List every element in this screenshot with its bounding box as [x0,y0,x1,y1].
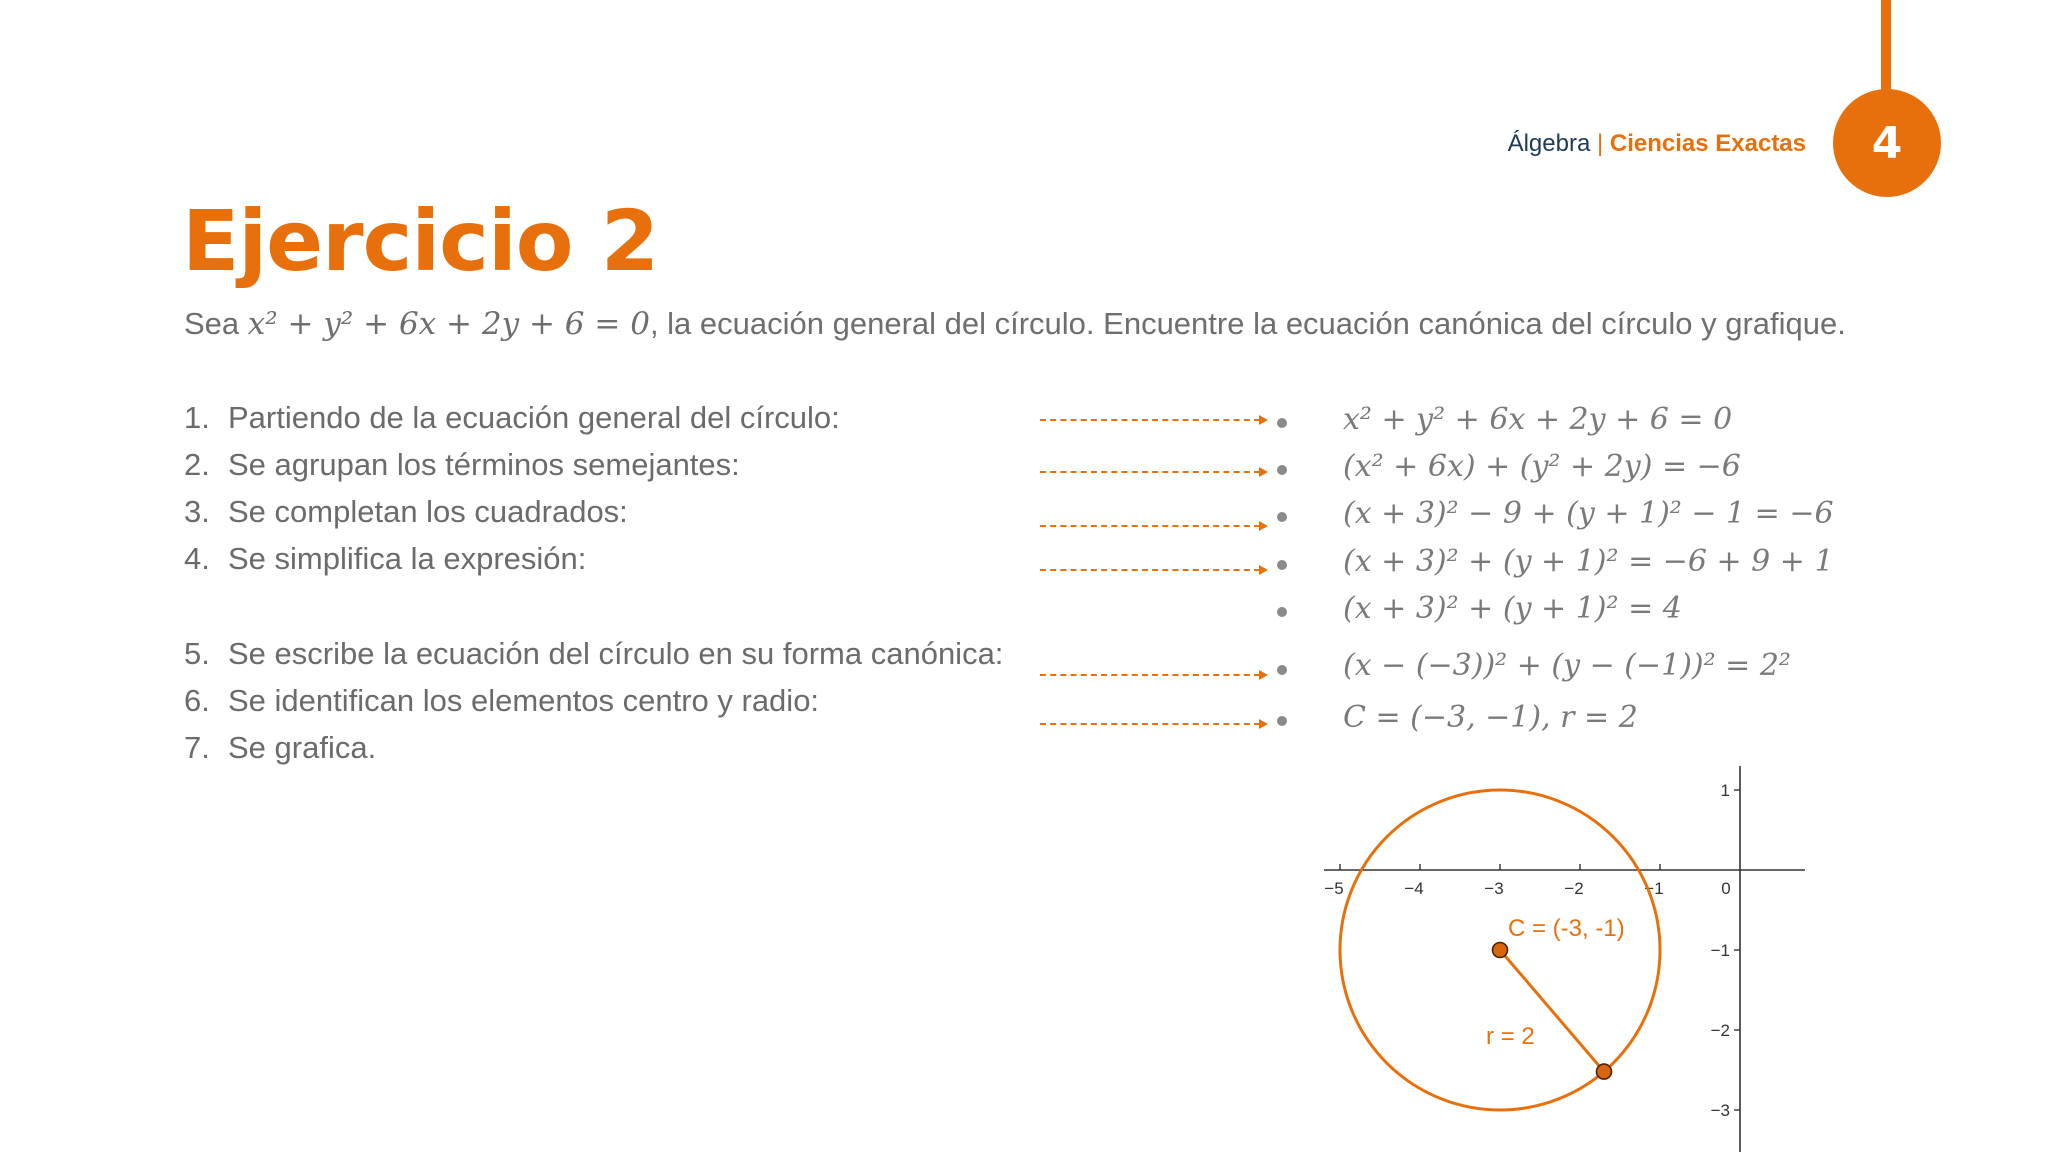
equation-line: (x + 3)² − 9 + (y + 1)² − 1 = −6 [1343,496,1834,531]
arrow-icon [1040,567,1268,573]
step-text: Se agrupan los términos semejantes: [228,447,740,482]
step-text: Se simplifica la expresión: [228,541,587,576]
statement-prefix: Sea [184,306,248,341]
radius-point [1597,1064,1612,1079]
arrow-icon [1040,417,1268,423]
step-number: 2. [184,447,210,482]
bullet-icon [1277,560,1287,570]
circle-graph [1300,760,1820,1152]
radius-label: r = 2 [1486,1023,1535,1050]
step-item [184,636,1003,672]
equation-line: (x + 3)² + (y + 1)² = 4 [1343,591,1682,626]
step-number: 5. [184,636,210,671]
equation-line: (x + 3)² + (y + 1)² = −6 + 9 + 1 [1343,544,1834,579]
arrow-icon [1040,721,1268,727]
x-tick-label: −1 [1644,879,1664,898]
statement-equation: x² + y² + 6x + 2y + 6 = 0 [247,306,650,342]
x-tick-label: −2 [1564,879,1584,898]
arrow-icon [1040,523,1268,529]
step-item [184,494,628,530]
bullet-icon [1277,465,1287,475]
radius-segment [1500,950,1604,1072]
bullet-icon [1277,665,1287,675]
step-text: Partiendo de la ecuación general del círculo: [228,400,840,435]
breadcrumb-area: Ciencias Exactas [1609,130,1806,157]
step-item [184,400,840,436]
y-tick-label: −3 [1710,1101,1730,1120]
y-tick-label: 1 [1720,781,1730,800]
equation-line: x² + y² + 6x + 2y + 6 = 0 [1343,402,1733,437]
equation-line: (x − (−3))² + (y − (−1))² = 2² [1343,648,1791,683]
page-number-badge [1833,89,1941,197]
step-number: 6. [184,683,210,718]
center-label: C = (-3, -1) [1508,915,1625,942]
step-item [184,447,740,483]
step-number: 4. [184,541,210,576]
page-number: 4 [1871,117,1903,169]
x-tick-label: −5 [1324,879,1344,898]
step-item [184,541,586,577]
step-text: Se grafica. [228,730,377,765]
breadcrumb-subject: Álgebra [1507,130,1591,157]
problem-statement [184,306,1984,342]
page-title: Ejercicio 2 [182,192,659,290]
x-tick-label: −3 [1484,879,1504,898]
equation-line: C = (−3, −1), r = 2 [1343,700,1638,735]
bullet-icon [1277,607,1287,617]
breadcrumb [1508,130,1806,158]
bullet-icon [1277,716,1287,726]
step-number: 7. [184,730,210,765]
step-text: Se escribe la ecuación del círculo en su forma canónica: [228,636,1004,671]
y-tick-label: −2 [1710,1021,1730,1040]
breadcrumb-separator: | [1596,130,1604,157]
step-number: 1. [184,400,210,435]
header-accent-line [1881,0,1891,100]
bullet-icon [1277,418,1287,428]
step-text: Se identifican los elementos centro y radio: [228,683,820,718]
step-item [184,730,376,766]
arrow-icon [1040,672,1268,678]
bullet-icon [1277,512,1287,522]
y-tick-label: −1 [1710,941,1730,960]
x-tick-label: −4 [1404,879,1424,898]
equation-line: (x² + 6x) + (y² + 2y) = −6 [1343,449,1741,484]
step-number: 3. [184,494,210,529]
x-tick-label: 0 [1721,879,1731,898]
graph-svg [1300,760,1820,1152]
step-item [184,683,819,719]
arrow-icon [1040,469,1268,475]
step-text: Se completan los cuadrados: [228,494,628,529]
center-point [1493,943,1508,958]
statement-suffix: , la ecuación general del círculo. Encuentre la ecuación canónica del círculo y grafique. [649,306,1846,341]
